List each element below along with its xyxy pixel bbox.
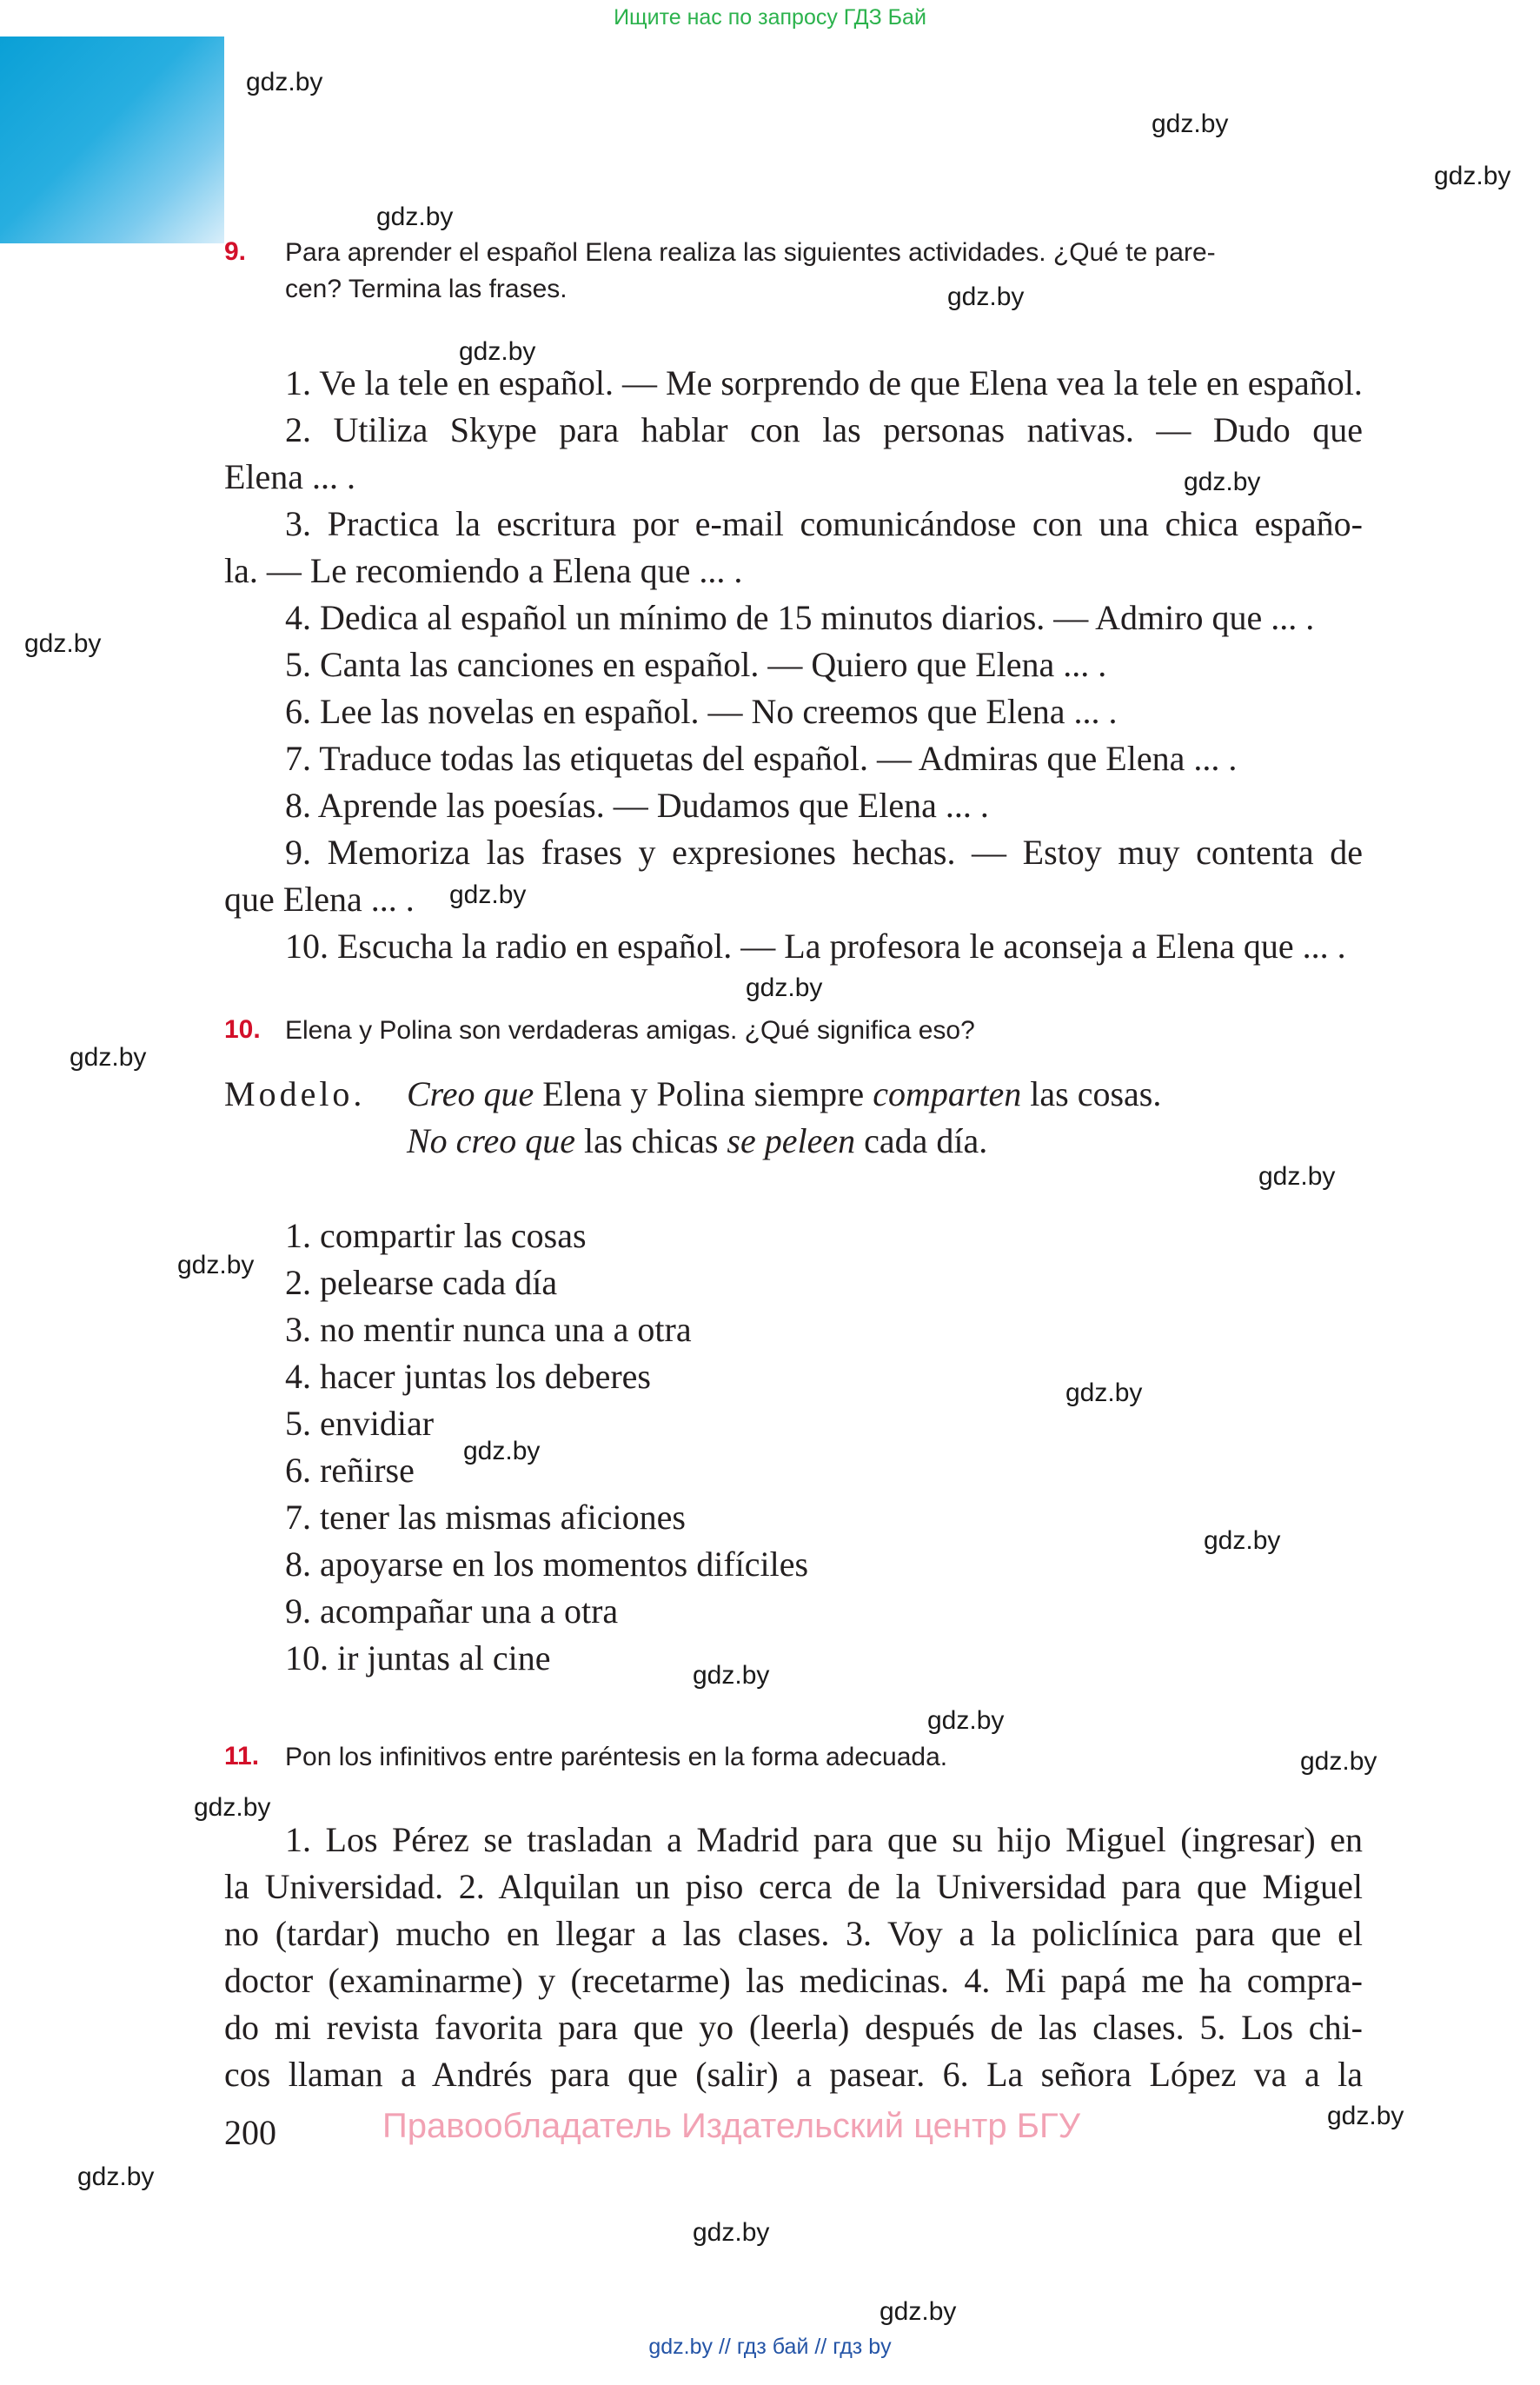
modelo-text: Elena y Polina siempre — [534, 1074, 873, 1113]
corner-decoration — [0, 37, 224, 243]
task-9-item-9: 9. Memoriza las frases y expresiones hechas. — Estoy muy contenta de — [285, 833, 1363, 872]
watermark: gdz.by — [1204, 1526, 1281, 1555]
task-9-number: 9. — [224, 237, 247, 266]
modelo-italic: No creo que — [407, 1121, 576, 1160]
watermark: gdz.by — [177, 1251, 255, 1279]
task-9-item-3: 3. Practica la escritura por e-mail comunicándose con una chica españo- — [285, 504, 1363, 543]
watermark: gdz.by — [947, 282, 1025, 311]
task-9-instruction-line: cen? Termina las frases. — [285, 275, 568, 303]
watermark: gdz.by — [459, 337, 536, 366]
task-10-item-4: 4. hacer juntas los deberes — [285, 1357, 651, 1396]
task-11-number: 11. — [224, 1742, 260, 1770]
task-10-item-1: 1. compartir las cosas — [285, 1216, 587, 1255]
task-11-line: no (tardar) mucho en llegar a las clases. 3. Voy a la policlínica para que el — [224, 1914, 1363, 1953]
task-9-item-8: 8. Aprende las poesías. — Dudamos que Elena ... . — [285, 786, 989, 825]
watermark: gdz.by — [1434, 162, 1511, 190]
modelo-italic: comparten — [873, 1074, 1022, 1113]
task-10-item-3: 3. no mentir nunca una a otra — [285, 1310, 692, 1349]
watermark: gdz.by — [1258, 1162, 1336, 1191]
task-9-item-6: 6. Lee las novelas en español. — No creemos que Elena ... . — [285, 692, 1118, 731]
modelo-text: las chicas — [575, 1121, 727, 1160]
task-9-item-5: 5. Canta las canciones en español. — Quiero que Elena ... . — [285, 645, 1107, 684]
task-9-item-3-cont: la. — Le recomiendo a Elena que ... . — [224, 551, 743, 590]
watermark: gdz.by — [70, 1043, 147, 1072]
task-9-item-2: 2. Utiliza Skype para hablar con las personas nativas. — Dudo que — [285, 410, 1363, 449]
watermark: gdz.by — [1065, 1379, 1143, 1407]
task-9-item-9-cont: que Elena ... . — [224, 880, 415, 919]
watermark: gdz.by — [449, 880, 527, 909]
copyright-notice: Правообладатель Издательский центр БГУ — [382, 2107, 1081, 2145]
watermark: gdz.by — [746, 973, 823, 1002]
task-10-instruction: Elena y Polina son verdaderas amigas. ¿Qué significa eso? — [285, 1016, 975, 1045]
watermark: gdz.by — [24, 629, 102, 658]
task-11-line: do mi revista favorita para que yo (leerla) después de las clases. 5. Los chi- — [224, 2008, 1363, 2047]
modelo-italic: Creo que — [407, 1074, 534, 1113]
modelo-example-2 — [407, 1118, 987, 1165]
modelo-text: cada día. — [855, 1121, 988, 1160]
watermark: gdz.by — [376, 203, 454, 231]
modelo-text: las cosas. — [1021, 1074, 1162, 1113]
task-10-item-5: 5. envidiar — [285, 1404, 435, 1443]
task-9-instruction — [285, 235, 1363, 308]
task-9-item-4: 4. Dedica al español un mínimo de 15 minutos diarios. — Admiro que ... . — [285, 598, 1315, 637]
modelo-label: Modelo. — [224, 1074, 366, 1113]
task-10-item-8: 8. apoyarse en los momentos difíciles — [285, 1545, 809, 1584]
top-banner[interactable]: Ищите нас по запросу ГДЗ Бай — [614, 5, 926, 30]
watermark: gdz.by — [1327, 2102, 1404, 2130]
watermark: gdz.by — [927, 1706, 1005, 1735]
task-10-item-6: 6. reñirse — [285, 1451, 415, 1490]
task-11-line: 1. Los Pérez se trasladan a Madrid para que su hijo Miguel (ingresar) en — [285, 1820, 1363, 1859]
watermark: gdz.by — [1152, 110, 1229, 138]
modelo-italic: se peleen — [727, 1121, 856, 1160]
task-10-item-2: 2. pelearse cada día — [285, 1263, 558, 1302]
task-11-instruction: Pon los infinitivos entre paréntesis en la forma adecuada. — [285, 1743, 948, 1771]
task-10-item-9: 9. acompañar una a otra — [285, 1591, 619, 1631]
page-number: 200 — [224, 2113, 276, 2152]
task-11-line: cos llaman a Andrés para que (salir) a pasear. 6. La señora López va a la — [224, 2055, 1363, 2094]
watermark: gdz.by — [1300, 1747, 1377, 1776]
task-9-item-10: 10. Escucha la radio en español. — La profesora le aconseja a Elena que ... . — [285, 927, 1346, 966]
modelo-example-1 — [407, 1071, 1161, 1118]
watermark: gdz.by — [693, 2218, 770, 2247]
watermark: gdz.by — [246, 68, 323, 96]
task-11-line: la Universidad. 2. Alquilan un piso cerca de la Universidad para que Miguel — [224, 1867, 1363, 1906]
watermark: gdz.by — [77, 2162, 155, 2191]
task-11-line: doctor (examinarme) y (recetarme) las medicinas. 4. Mi papá me ha compra- — [224, 1961, 1363, 2000]
task-10-item-10: 10. ir juntas al cine — [285, 1638, 551, 1677]
watermark: gdz.by — [463, 1437, 541, 1465]
task-9-item-7: 7. Traduce todas las etiquetas del español. — Admiras que Elena ... . — [285, 739, 1238, 778]
task-10-item-7: 7. tener las mismas aficiones — [285, 1498, 686, 1537]
watermark: gdz.by — [880, 2297, 957, 2326]
task-9-item-2-cont: Elena ... . — [224, 457, 356, 496]
watermark: gdz.by — [693, 1661, 770, 1690]
task-9-instruction-line: Para aprender el español Elena realiza las siguientes actividades. ¿Qué te pare- — [285, 238, 1216, 267]
task-10-number: 10. — [224, 1015, 261, 1044]
watermark: gdz.by — [1184, 468, 1261, 496]
watermark: gdz.by — [194, 1793, 271, 1822]
bottom-links[interactable]: gdz.by // гдз бай // гдз by — [648, 2335, 892, 2359]
task-9-item-1: 1. Ve la tele en español. — Me sorprendo de que Elena vea la tele en español. — [285, 363, 1363, 402]
